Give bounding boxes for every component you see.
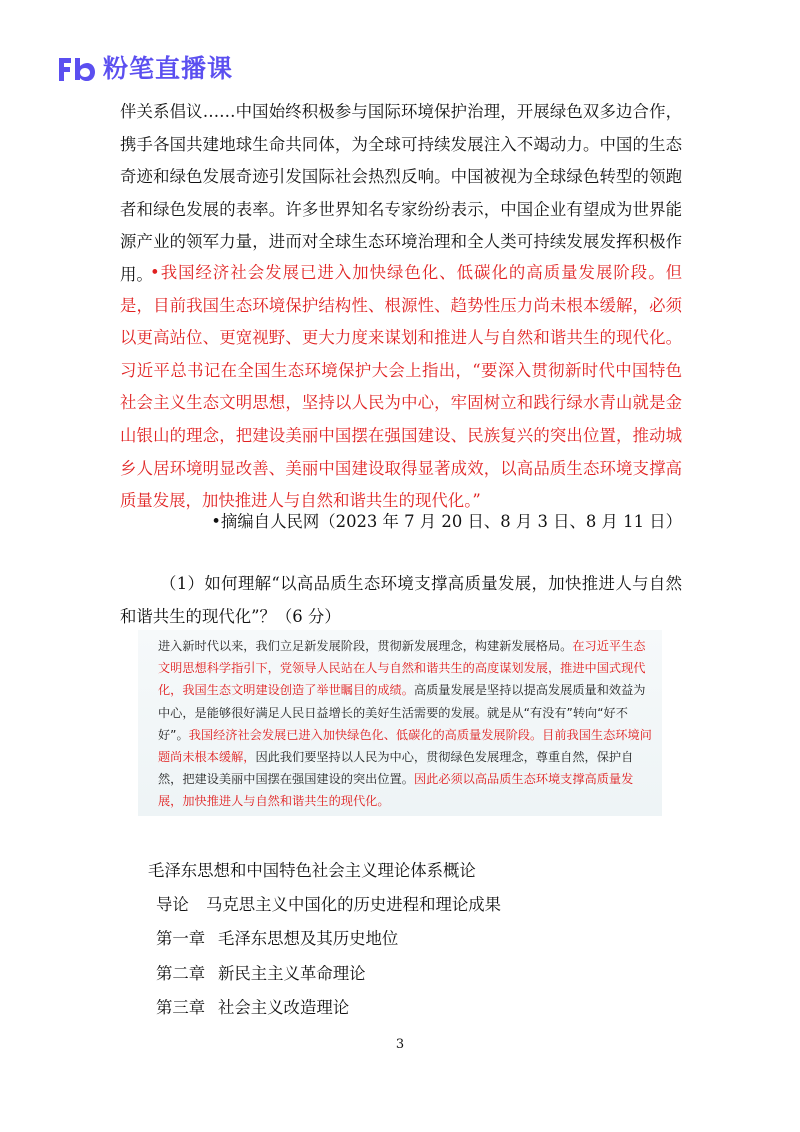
answer-segment-highlight: 我国经济社会发展已进入加快绿色化、低碳化的高质量发展阶段。目前我国生态环境问题尚未根本缓解， xyxy=(158,727,652,765)
toc-item-label: 第二章 xyxy=(156,963,206,983)
paragraph-highlighted-quote: •我国经济社会发展已进入加快绿色化、低碳化的高质量发展阶段。但是，目前我国生态环境保护结构性、根源性、趋势性压力尚未根本缓解，必须以更高站位、更宽视野、更大力度来谋划和推进人与自然和谐共生的现代化。习近平总书记在全国生态环境保护大会上指出，“要深入贯彻新时代中国特色社会主义生态文明思想，坚持以人民为中心，牢固树立和践行绿水青山就是金山银山的理念，把建设美丽中国摆在强国建设、民族复兴的突出位置，推动城乡人居环境明显改善、美丽中国建设取得显著成效，以高品质生态环境支撑高质量发展，加快推进人与自然和谐共生的现代化。” xyxy=(120,263,682,511)
toc-item-label: 第三章 xyxy=(156,997,206,1017)
brand-name: 粉笔直播课 xyxy=(103,54,234,83)
table-of-contents xyxy=(148,854,501,1025)
toc-item-label: 导论 xyxy=(156,895,189,915)
brand-header xyxy=(57,52,233,86)
toc-item-text: 毛泽东思想及其历史地位 xyxy=(218,929,399,949)
answer-segment: 进入新时代以来，我们立足新发展阶段，贯彻新发展理念，构建新发展格局。 xyxy=(158,639,573,653)
answer-segment-highlight: 因此必须以高品质生态环境支撑高质量发展，加快推进人与自然和谐共生的现代化。 xyxy=(158,772,634,809)
paragraph-international-cooperation: 伴关系倡议……中国始终积极参与国际环境保护治理，开展绿色双多边合作，携手各国共建地球生命共同体，为全球可持续发展注入不竭动力。中国的生态奇迹和绿色发展奇迹引发国际社会热烈反响。中国被视为全球绿色转型的领跑者和绿色发展的表率。许多世界知名专家纷纷表示，中国企业有望成为世界能源产业的领军力量，进而对全球生态环境治理和全人类可持续发展发挥积极作用。 xyxy=(120,102,682,284)
toc-item-label: 第一章 xyxy=(156,929,206,949)
toc-item xyxy=(148,957,501,991)
page-number: 3 xyxy=(395,1037,405,1052)
question-1: （1）如何理解“以高品质生态环境支撑高质量发展，加快推进人与自然和谐共生的现代化”？（6 分） xyxy=(120,574,682,626)
answer-segment-highlight: 在习近平生态文明思想科学指引下，党领导人民站在人与自然和谐共生的高度谋划发展，推进中国式现代化，我国生态文明建设创造了举世瞩目的成绩。 xyxy=(158,639,646,698)
toc-item-text: 新民主主义革命理论 xyxy=(218,963,366,983)
source-citation: •摘编自人民网（2023 年 7 月 20 日、8 月 3 日、8 月 11 日） xyxy=(211,512,682,531)
answer-text xyxy=(158,635,652,813)
fb-logo-icon xyxy=(57,54,97,84)
toc-title: 毛泽东思想和中国特色社会主义理论体系概论 xyxy=(148,861,476,880)
toc-item xyxy=(148,991,501,1025)
answer-segment: 高质量发展是坚持以提高发展质量和效益为中心，是能够很好满足人民日益增长的美好生活需要的发展。就是从“有没有”转向“好不好”。 xyxy=(158,683,646,742)
toc-item xyxy=(148,922,501,956)
answer-box xyxy=(138,630,662,816)
toc-item xyxy=(148,888,501,922)
toc-item-text: 马克思主义中国化的历史进程和理论成果 xyxy=(206,895,502,915)
answer-segment: 因此我们要坚持以人民为中心，贯彻绿色发展理念，尊重自然，保护自然，把建设美丽中国摆在强国建设的突出位置。 xyxy=(158,750,634,787)
toc-item-text: 社会主义改造理论 xyxy=(218,997,350,1017)
